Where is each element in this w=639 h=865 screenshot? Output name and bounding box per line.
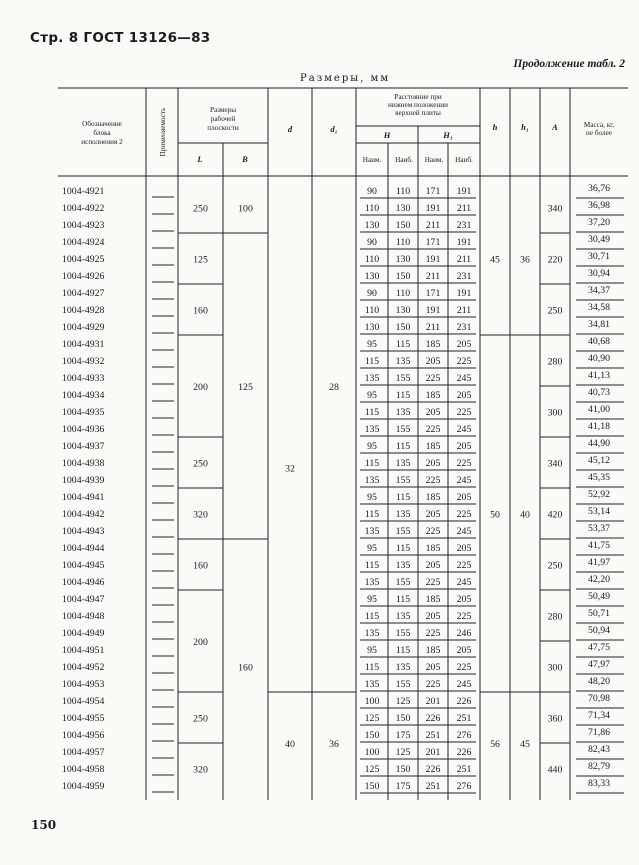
header-H1: H₁ [443,130,453,140]
cell-H-min: 95 [367,543,377,554]
cell-H-min: 90 [367,288,377,299]
cell-a: 340 [547,458,563,470]
cell-H1-min: 191 [425,203,441,214]
cell-H-min: 115 [364,560,380,571]
cell-mass: 40,73 [587,387,611,398]
cell-H1-min: 225 [425,373,441,384]
row-designation: 1004-4927 [62,288,105,299]
cell-a: 300 [547,407,563,419]
cell-H-min: 135 [364,628,380,639]
cell-h1: 40 [520,509,530,521]
row-designation: 1004-4958 [62,764,105,775]
cell-H1-min: 205 [425,407,441,418]
cell-H-max: 150 [395,271,411,282]
cell-mass: 71,86 [587,727,611,738]
table-continuation-label: Продолжение табл. 2 [513,58,625,70]
row-designation: 1004-4947 [62,594,105,605]
header-designation: блока [93,129,111,137]
cell-a: 250 [547,560,563,572]
cell-H1-max: 245 [456,373,472,384]
cell-H1-max: 225 [456,509,472,520]
cell-H-max: 175 [395,781,411,792]
cell-H1-min: 225 [425,628,441,639]
cell-mass: 34,81 [587,319,611,330]
cell-H1-min: 205 [425,560,441,571]
row-designation: 1004-4954 [62,696,105,707]
cell-H-min: 135 [364,577,380,588]
cell-H1-max: 225 [456,407,472,418]
row-designation: 1004-4943 [62,526,105,537]
cell-mass: 82,79 [587,761,611,772]
header-max: Наиб. [455,156,473,164]
cell-H-min: 135 [364,373,380,384]
cell-H-max: 135 [395,458,411,469]
cell-H-max: 115 [395,339,411,350]
cell-mass: 44,90 [587,438,611,449]
row-designation: 1004-4959 [62,781,105,792]
cell-H1-max: 245 [456,679,472,690]
row-designation: 1004-4925 [62,254,105,265]
cell-H1-min: 171 [425,288,441,299]
cell-l: 320 [193,509,208,521]
cell-H1-min: 171 [425,237,441,248]
row-designation: 1004-4921 [62,186,105,197]
cell-mass: 52,92 [587,489,611,500]
cell-H-min: 115 [364,356,380,367]
cell-H-max: 155 [395,679,411,690]
cell-H-max: 115 [395,390,411,401]
cell-H1-min: 211 [425,322,441,333]
cell-H-min: 110 [364,254,380,265]
cell-H1-max: 205 [456,339,472,350]
cell-H1-max: 225 [456,662,472,673]
cell-H1-min: 185 [425,492,441,503]
cell-H1-max: 205 [456,390,472,401]
cell-H-min: 150 [364,781,380,792]
header-d: d [287,124,293,134]
cell-h1: 45 [520,739,530,750]
cell-l: 200 [193,382,208,393]
cell-H-min: 110 [364,305,380,316]
cell-H-min: 135 [364,679,380,690]
cell-H-max: 150 [395,713,411,724]
cell-H-min: 135 [364,424,380,435]
cell-H-max: 150 [395,322,411,333]
header-distance: нижнем положении [388,101,448,109]
cell-H-min: 150 [364,730,380,741]
header-designation: Обозначение [82,120,122,128]
cell-H1-min: 205 [425,509,441,520]
cell-H-max: 130 [395,254,411,265]
cell-H-max: 125 [395,747,411,758]
cell-H1-max: 251 [456,764,472,775]
header-H: H [383,130,391,140]
cell-H1-max: 225 [456,560,472,571]
row-designation: 1004-4953 [62,679,105,690]
cell-H-min: 90 [367,237,377,248]
row-designation: 1004-4941 [62,492,105,503]
cell-H1-max: 191 [456,186,472,197]
cell-H1-min: 185 [425,339,441,350]
row-designation: 1004-4949 [62,628,105,639]
cell-H1-min: 201 [425,696,441,707]
cell-H1-max: 231 [456,271,472,282]
cell-d1: 28 [329,382,339,393]
cell-mass: 45,12 [587,455,611,466]
row-designation: 1004-4935 [62,407,105,418]
row-designation: 1004-4932 [62,356,105,367]
cell-H1-max: 226 [456,747,472,758]
cell-H1-min: 211 [425,220,441,231]
cell-H-min: 115 [364,662,380,673]
cell-H-min: 130 [364,271,380,282]
cell-H-min: 100 [364,747,380,758]
cell-H-max: 115 [395,543,411,554]
header-h1: h₁ [521,122,529,132]
cell-H1-min: 191 [425,254,441,265]
header-B: B [242,154,248,164]
cell-a: 420 [547,509,563,521]
row-designation: 1004-4922 [62,203,105,214]
header-work-plate: плоскости [207,124,239,132]
cell-mass: 71,34 [587,710,611,721]
cell-mass: 48,20 [587,676,611,687]
header-distance: Расстояние при [394,93,442,101]
cell-H-max: 115 [395,594,411,605]
cell-H1-max: 276 [456,781,472,792]
cell-H1-min: 205 [425,611,441,622]
cell-H1-max: 205 [456,543,472,554]
cell-mass: 41,18 [587,421,611,432]
cell-mass: 50,71 [587,608,611,619]
cell-mass: 36,76 [587,183,611,194]
cell-a: 340 [547,203,563,215]
row-designation: 1004-4934 [62,390,105,401]
cell-H1-max: 205 [456,645,472,656]
page-header: Стр. 8 ГОСТ 13126—83 [30,30,211,46]
cell-H-min: 95 [367,594,377,605]
cell-mass: 41,97 [587,557,611,568]
cell-mass: 53,37 [587,523,611,534]
cell-H1-min: 205 [425,356,441,367]
cell-H1-min: 185 [425,594,441,605]
cell-mass: 50,94 [587,625,611,636]
cell-H1-max: 245 [456,424,472,435]
cell-l: 320 [193,764,208,776]
header-d1: d₁ [330,124,338,134]
cell-H-max: 155 [395,424,411,435]
row-designation: 1004-4939 [62,475,105,486]
header-distance: верхней плиты [395,109,441,117]
cell-mass: 83,33 [587,778,611,789]
cell-d1: 36 [329,739,339,750]
cell-mass: 50,49 [587,591,611,602]
cell-H1-min: 185 [425,441,441,452]
cell-mass: 70,98 [587,693,611,704]
cell-H-max: 130 [395,203,411,214]
row-designation: 1004-4938 [62,458,105,469]
cell-h: 50 [490,509,500,521]
header-mass: Масса, кг, [583,121,615,129]
header-A: A [552,122,558,132]
cell-H-max: 155 [395,577,411,588]
cell-H1-min: 226 [425,713,441,724]
cell-H1-max: 191 [456,237,472,248]
cell-mass: 82,43 [587,744,611,755]
cell-H-max: 110 [395,237,411,248]
cell-H1-min: 205 [425,662,441,673]
cell-l: 250 [193,713,208,725]
cell-mass: 34,37 [587,285,611,296]
row-designation: 1004-4931 [62,339,105,350]
cell-mass: 36,98 [587,200,611,211]
row-designation: 1004-4944 [62,543,105,554]
cell-H1-min: 226 [425,764,441,775]
page-number: 150 [31,818,57,832]
cell-H1-max: 211 [456,254,472,265]
cell-H1-min: 205 [425,458,441,469]
cell-H-min: 125 [364,713,380,724]
cell-H-min: 95 [367,441,377,452]
cell-H-max: 150 [395,220,411,231]
cell-b: 160 [238,662,253,674]
cell-H-max: 115 [395,441,411,452]
cell-H1-min: 185 [425,645,441,656]
cell-h: 56 [490,739,500,750]
cell-H1-max: 246 [456,628,472,639]
cell-H-min: 115 [364,407,380,418]
cell-H1-max: 211 [456,305,472,316]
row-designation: 1004-4955 [62,713,105,724]
row-designation: 1004-4948 [62,611,105,622]
header-work-plate: Размеры [209,106,237,114]
cell-H-max: 155 [395,475,411,486]
header-min: Наим. [424,156,444,164]
row-designation: 1004-4942 [62,509,105,520]
cell-H1-min: 185 [425,543,441,554]
row-designation: 1004-4937 [62,441,105,452]
row-designation: 1004-4924 [62,237,105,248]
cell-H-min: 95 [367,390,377,401]
cell-H1-min: 201 [425,747,441,758]
cell-H-min: 95 [367,492,377,503]
cell-H-max: 175 [395,730,411,741]
cell-H1-max: 251 [456,713,472,724]
cell-H1-min: 225 [425,424,441,435]
cell-H-max: 135 [395,611,411,622]
row-designation: 1004-4951 [62,645,105,656]
cell-H-min: 110 [364,203,380,214]
cell-H1-min: 225 [425,526,441,537]
header-h: h [492,122,498,132]
cell-H1-max: 276 [456,730,472,741]
cell-mass: 34,58 [587,302,611,313]
row-designation: 1004-4946 [62,577,105,588]
row-designation: 1004-4933 [62,373,105,384]
cell-a: 360 [547,713,563,725]
cell-H1-max: 191 [456,288,472,299]
cell-a: 300 [547,662,563,674]
cell-d: 32 [285,463,295,475]
cell-b: 100 [238,203,253,215]
row-designation: 1004-4957 [62,747,105,758]
cell-H-max: 135 [395,662,411,673]
cell-H1-min: 171 [425,186,441,197]
cell-H-min: 135 [364,475,380,486]
cell-mass: 53,14 [587,506,611,517]
cell-H-min: 130 [364,220,380,231]
cell-H-min: 90 [367,186,377,197]
header-work-plate: рабочей [210,115,236,123]
cell-H1-max: 225 [456,611,472,622]
cell-H-max: 135 [395,356,411,367]
cell-H-max: 135 [395,407,411,418]
cell-H1-min: 251 [425,781,441,792]
cell-h1: 36 [520,254,530,266]
cell-mass: 30,71 [587,251,611,262]
row-designation: 1004-4936 [62,424,105,435]
cell-H1-min: 225 [425,577,441,588]
cell-H1-max: 225 [456,458,472,469]
cell-H1-max: 231 [456,220,472,231]
cell-H-max: 155 [395,628,411,639]
cell-l: 200 [193,637,208,648]
row-designation: 1004-4952 [62,662,105,673]
header-L: L [197,154,203,164]
cell-H1-min: 185 [425,390,441,401]
cell-H-max: 155 [395,526,411,537]
cell-H-max: 135 [395,560,411,571]
cell-mass: 45,35 [587,472,611,483]
cell-H1-max: 211 [456,203,472,214]
cell-H1-min: 251 [425,730,441,741]
cell-mass: 41,75 [587,540,611,551]
cell-H-max: 110 [395,186,411,197]
cell-mass: 30,94 [587,268,611,279]
header-min: Наим. [362,156,382,164]
header-mass: не более [586,129,612,137]
cell-mass: 42,20 [587,574,611,585]
cell-H1-max: 205 [456,441,472,452]
cell-d: 40 [285,739,295,750]
cell-H1-max: 245 [456,577,472,588]
cell-mass: 41,13 [587,370,611,381]
cell-mass: 47,75 [587,642,611,653]
cell-H1-min: 225 [425,475,441,486]
cell-H1-max: 231 [456,322,472,333]
cell-mass: 40,68 [587,336,611,347]
cell-H-min: 115 [364,509,380,520]
cell-b: 125 [238,382,253,393]
row-designation: 1004-4956 [62,730,105,741]
cell-H-max: 150 [395,764,411,775]
cell-H-min: 95 [367,645,377,656]
cell-H1-max: 245 [456,475,472,486]
row-designation: 1004-4945 [62,560,105,571]
cell-H-max: 130 [395,305,411,316]
cell-a: 440 [547,764,563,776]
cell-l: 160 [193,560,208,572]
cell-H1-max: 226 [456,696,472,707]
header-max: Наиб. [395,156,413,164]
cell-H-min: 95 [367,339,377,350]
header-applicability: Применяемость [159,107,167,157]
cell-mass: 47,97 [587,659,611,670]
cell-a: 250 [547,305,563,317]
cell-H-min: 100 [364,696,380,707]
cell-a: 280 [547,356,563,368]
cell-a: 220 [547,254,563,266]
cell-H1-max: 205 [456,492,472,503]
cell-H-min: 115 [364,611,380,622]
cell-l: 125 [193,254,208,266]
cell-H-max: 135 [395,509,411,520]
row-designation: 1004-4929 [62,322,105,333]
cell-mass: 37,20 [587,217,611,228]
cell-H-min: 135 [364,526,380,537]
cell-a: 280 [547,611,563,623]
cell-H1-min: 191 [425,305,441,316]
row-designation: 1004-4926 [62,271,105,282]
cell-H-min: 115 [364,458,380,469]
cell-H1-max: 205 [456,594,472,605]
cell-H-max: 125 [395,696,411,707]
cell-H1-min: 225 [425,679,441,690]
cell-H1-max: 245 [456,526,472,537]
cell-mass: 40,90 [587,353,611,364]
cell-mass: 41,00 [587,404,611,415]
cell-H1-min: 211 [425,271,441,282]
header-designation: исполнения 2 [81,138,123,146]
cell-l: 250 [193,458,208,470]
cell-l: 160 [193,305,208,317]
cell-mass: 30,49 [587,234,611,245]
cell-H-max: 115 [395,492,411,503]
sizes-caption: Размеры, мм [300,73,391,84]
cell-H-min: 130 [364,322,380,333]
cell-h: 45 [490,254,500,266]
row-designation: 1004-4928 [62,305,105,316]
cell-H-max: 115 [395,645,411,656]
cell-H-max: 155 [395,373,411,384]
cell-H-min: 125 [364,764,380,775]
cell-l: 250 [193,203,208,215]
cell-H-max: 110 [395,288,411,299]
cell-H1-max: 225 [456,356,472,367]
row-designation: 1004-4923 [62,220,105,231]
